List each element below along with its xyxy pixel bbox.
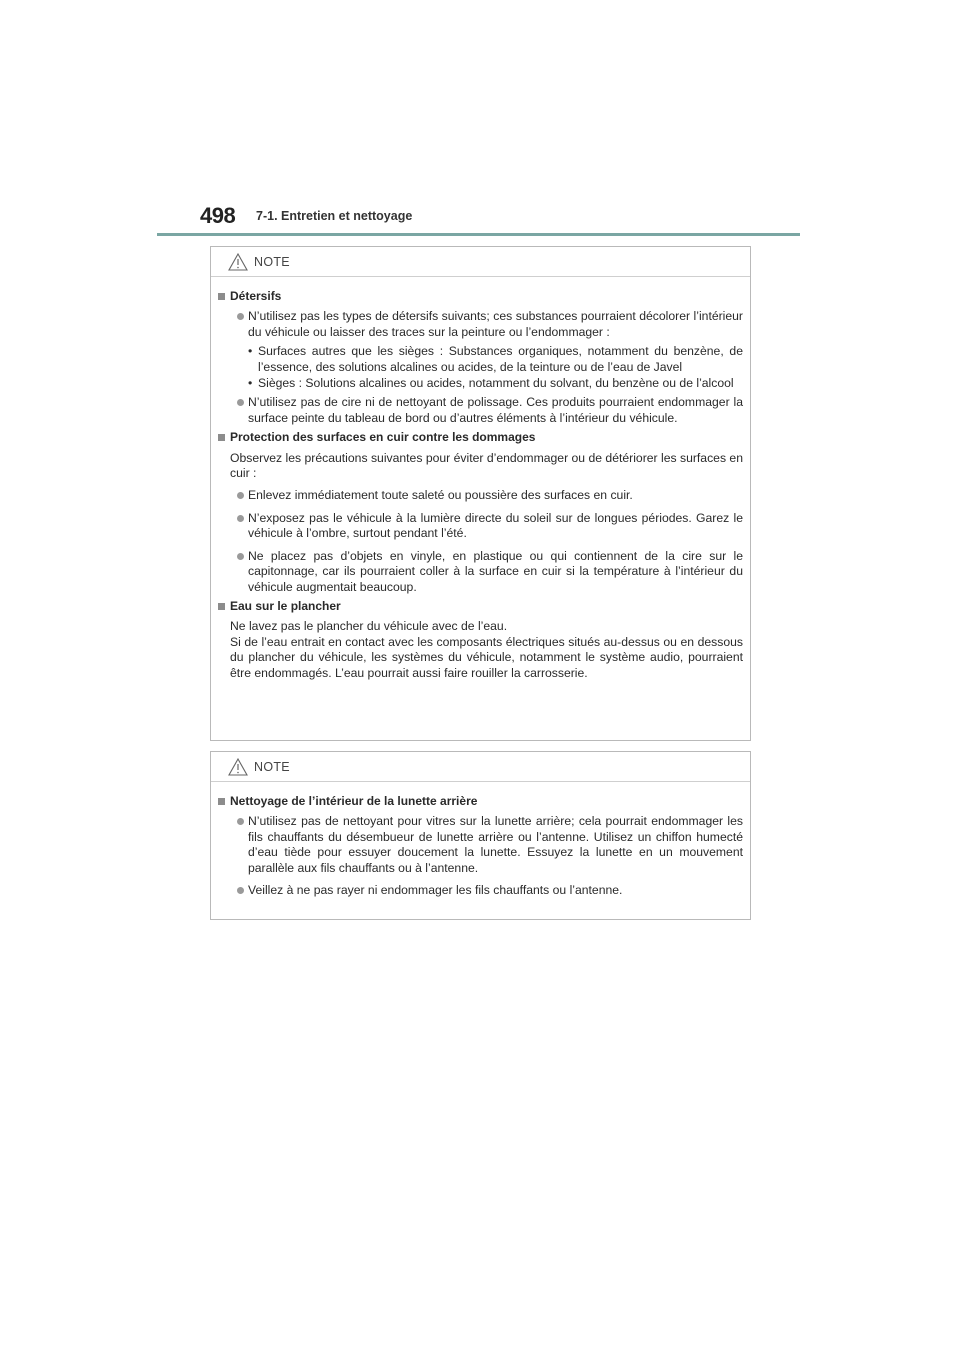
note-box-2 — [210, 751, 751, 920]
note-header — [211, 752, 750, 782]
note-label: NOTE — [254, 255, 290, 269]
round-bullet-icon — [237, 492, 244, 499]
round-bullet-icon — [237, 887, 244, 894]
note-box-1 — [210, 246, 751, 741]
page-header — [200, 203, 800, 233]
list-item: Ne placez pas d’objets en vinyle, en plastique ou qui contiennent de la cire sur le capitonnage, car ils pourraient coller à la surface en cuir si la température à l’intérieur du véhicule augmentait beaucoup. — [218, 549, 743, 595]
round-bullet-icon — [237, 515, 244, 522]
paragraph: Ne lavez pas le plancher du véhicule avec de l’eau. — [230, 619, 508, 634]
section-title: 7-1. Entretien et nettoyage — [256, 209, 413, 223]
sub-list-item: • Sièges : Solutions alcalines ou acides, notamment du solvant, du benzène ou de l’alcool — [248, 376, 734, 391]
paragraph: Si de l’eau entrait en contact avec les composants électriques situés au-dessus ou en dessous du plancher du véhicule, les systèmes du véhicule, notamment le système audio, pourraient être endommagés. L’eau pourrait aussi faire rouiller la carrosserie. — [230, 634, 743, 680]
list-item: N’utilisez pas de cire ni de nettoyant de polissage. Ces produits pourraient endommager la surface peinte du tableau de bord ou d’autres éléments à l’intérieur du véhicule. — [218, 395, 743, 426]
round-bullet-icon — [237, 553, 244, 560]
note-header — [211, 247, 750, 277]
square-bullet-icon — [218, 434, 225, 441]
warning-triangle-icon — [228, 758, 248, 776]
section-heading: Protection des surfaces en cuir contre les dommages — [218, 430, 743, 445]
sub-list-item: • Surfaces autres que les sièges : Substances organiques, notamment du benzène, de l’essence, des solutions alcalines ou acides, de la teinture ou de l’eau de Javel — [248, 344, 743, 374]
paragraph: Observez les précautions suivantes pour éviter d’endommager ou de détériorer les surfaces en cuir : — [230, 450, 743, 481]
small-bullet-icon: • — [248, 376, 253, 391]
small-bullet-icon: • — [248, 344, 253, 359]
round-bullet-icon — [237, 313, 244, 320]
header-rule — [157, 233, 800, 236]
section-heading: Détersifs — [218, 289, 743, 304]
list-item: N’utilisez pas les types de détersifs suivants; ces substances pourraient décolorer l’intérieur du véhicule ou laisser des traces sur la peinture ou l’endommager : — [218, 309, 743, 340]
list-item: Enlevez immédiatement toute saleté ou poussière des surfaces en cuir. — [218, 488, 743, 503]
note-label: NOTE — [254, 760, 290, 774]
square-bullet-icon — [218, 603, 225, 610]
list-item: N’utilisez pas de nettoyant pour vitres sur la lunette arrière; cela pourrait endommager les fils chauffants du désembueur de lunette arrière ou l’antenne. Utilisez un chiffon humecté d’eau tiède pour essuyer doucement la lunette. Essuyez la lunette en un mouvement parallèle aux fils chauffants ou à l’antenne. — [218, 814, 743, 876]
note-body — [211, 782, 750, 912]
list-item: Veillez à ne pas rayer ni endommager les fils chauffants ou l’antenne. — [218, 883, 743, 898]
round-bullet-icon — [237, 399, 244, 406]
square-bullet-icon — [218, 293, 225, 300]
round-bullet-icon — [237, 818, 244, 825]
list-item: N’exposez pas le véhicule à la lumière directe du soleil sur de longues périodes. Garez le véhicule à l’ombre, surtout pendant l’été. — [218, 511, 743, 542]
warning-triangle-icon — [228, 253, 248, 271]
section-heading: Eau sur le plancher — [218, 599, 743, 614]
note-body — [211, 277, 750, 695]
page-number: 498 — [200, 203, 236, 228]
square-bullet-icon — [218, 798, 225, 805]
section-heading: Nettoyage de l’intérieur de la lunette arrière — [218, 794, 743, 809]
